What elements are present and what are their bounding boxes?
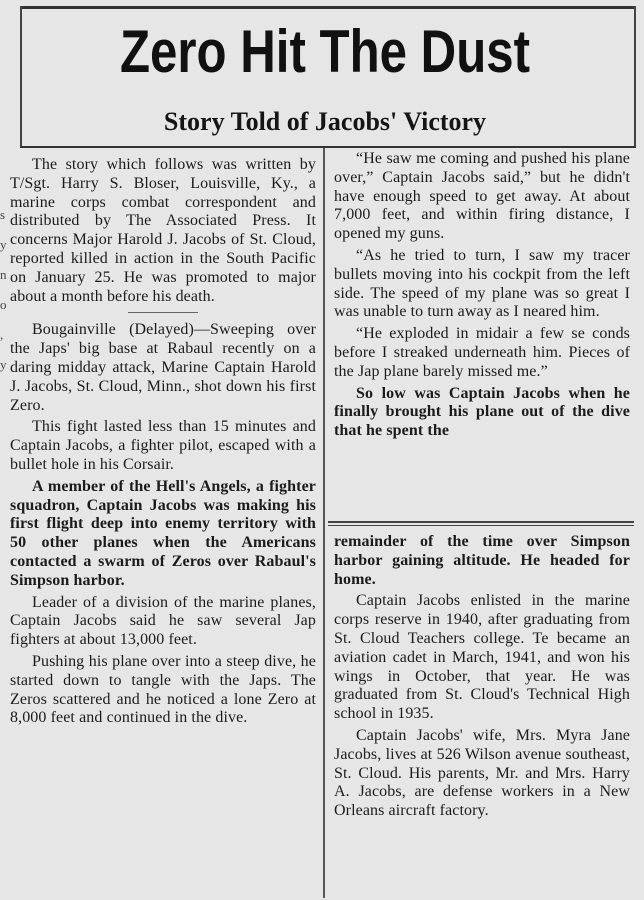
quote-paragraph: “As he tried to turn, I saw my tracer bullets moving into his cockpit from the left side. The speed of my plane was so great I was unable to turn away as I neared him. — [334, 246, 630, 321]
clipping-cut-line — [328, 521, 634, 523]
quote-paragraph: “He exploded in midair a few se conds before I streaked underneath him. Pieces of the Jap plane barely missed me.” — [334, 325, 630, 380]
adjacent-column-scraps — [0, 200, 8, 440]
top-rule — [20, 6, 636, 9]
margin-scrap: y — [0, 237, 7, 252]
article-paragraph: Captain Jacobs' wife, Mrs. Myra Jane Jacobs, lives at 526 Wilson avenue southeast, St. Cloud. His parents, Mr. and Mrs. Harry A. Jacobs, are defense workers in a New Orleans aircraft factory. — [334, 726, 630, 820]
section-divider — [128, 312, 198, 313]
article-paragraph: Bougainville (Delayed)—Sweeping over the Japs' big base at Rabaul recently on a daring midday attack, Marine Captain Harold J. Jacobs, St. Cloud, Minn., shot down his first Zero. — [10, 321, 316, 414]
left-column — [10, 156, 316, 731]
right-column-bottom — [334, 533, 630, 824]
margin-scrap: y — [0, 357, 7, 372]
right-border-rule — [634, 6, 636, 146]
article-paragraph: Pushing his plane over into a steep dive, he started down to tangle with the Japs. The Zeros scattered and he noticed a lone Zero at 8,000 feet and continued in the dive. — [10, 652, 316, 727]
article-paragraph: Leader of a division of the marine planes, Captain Jacobs said he saw several Jap fighters at about 13,000 feet. — [10, 593, 316, 649]
column-divider — [323, 148, 325, 898]
margin-scrap: , — [0, 327, 4, 342]
article-paragraph: Captain Jacobs enlisted in the marine corps reserve in 1940, after graduating from St. Cloud Teachers college. Te became an aviation cadet in March, 1941, and won his wings in October, that year. He was graduated from St. Cloud's Technical High school in 1935. — [334, 592, 630, 723]
quote-paragraph: “He saw me coming and pushed his plane over,” Captain Jacobs said,” but he didn't have enough speed to get away. At about 7,000 feet, and within firing distance, I opened my guns. — [334, 150, 630, 243]
headline-divider — [20, 146, 636, 148]
article-paragraph: This fight lasted less than 15 minutes and Captain Jacobs, a fighter pilot, escaped with a bullet hole in his Corsair. — [10, 418, 316, 473]
bold-paragraph: remainder of the time over Simpson harbor gaining altitude. He headed for home. — [334, 533, 630, 588]
left-border-rule — [20, 6, 22, 146]
headline: Zero Hit The Dust — [119, 18, 531, 85]
bold-paragraph: So low was Captain Jacobs when he finally brought his plane out of the dive that he spent the — [334, 384, 630, 440]
right-column-top — [334, 150, 630, 444]
intro-paragraph: The story which follows was written by T/Sgt. Harry S. Bloser, Louisville, Ky., a marine corps combat correspondent and distributed by The Associated Press. It concerns Major Harold J. Jacobs of St. Cloud, reported killed in action in the South Pacific on January 25. He was promoted to major about a month before his death. — [10, 156, 316, 305]
bold-paragraph: A member of the Hell's Angels, a fighter squadron, Captain Jacobs was making his first flight deep into enemy territory with 50 other planes when the Americans contacted a swarm of Zeros over Rabaul's Simpson harbor. — [10, 477, 316, 589]
subheadline: Story Told of Jacobs' Victory — [163, 107, 487, 136]
clipping-cut-line — [328, 525, 634, 526]
margin-scrap: o — [0, 297, 7, 312]
margin-scrap: n — [0, 267, 7, 282]
margin-scrap: s — [0, 207, 6, 222]
